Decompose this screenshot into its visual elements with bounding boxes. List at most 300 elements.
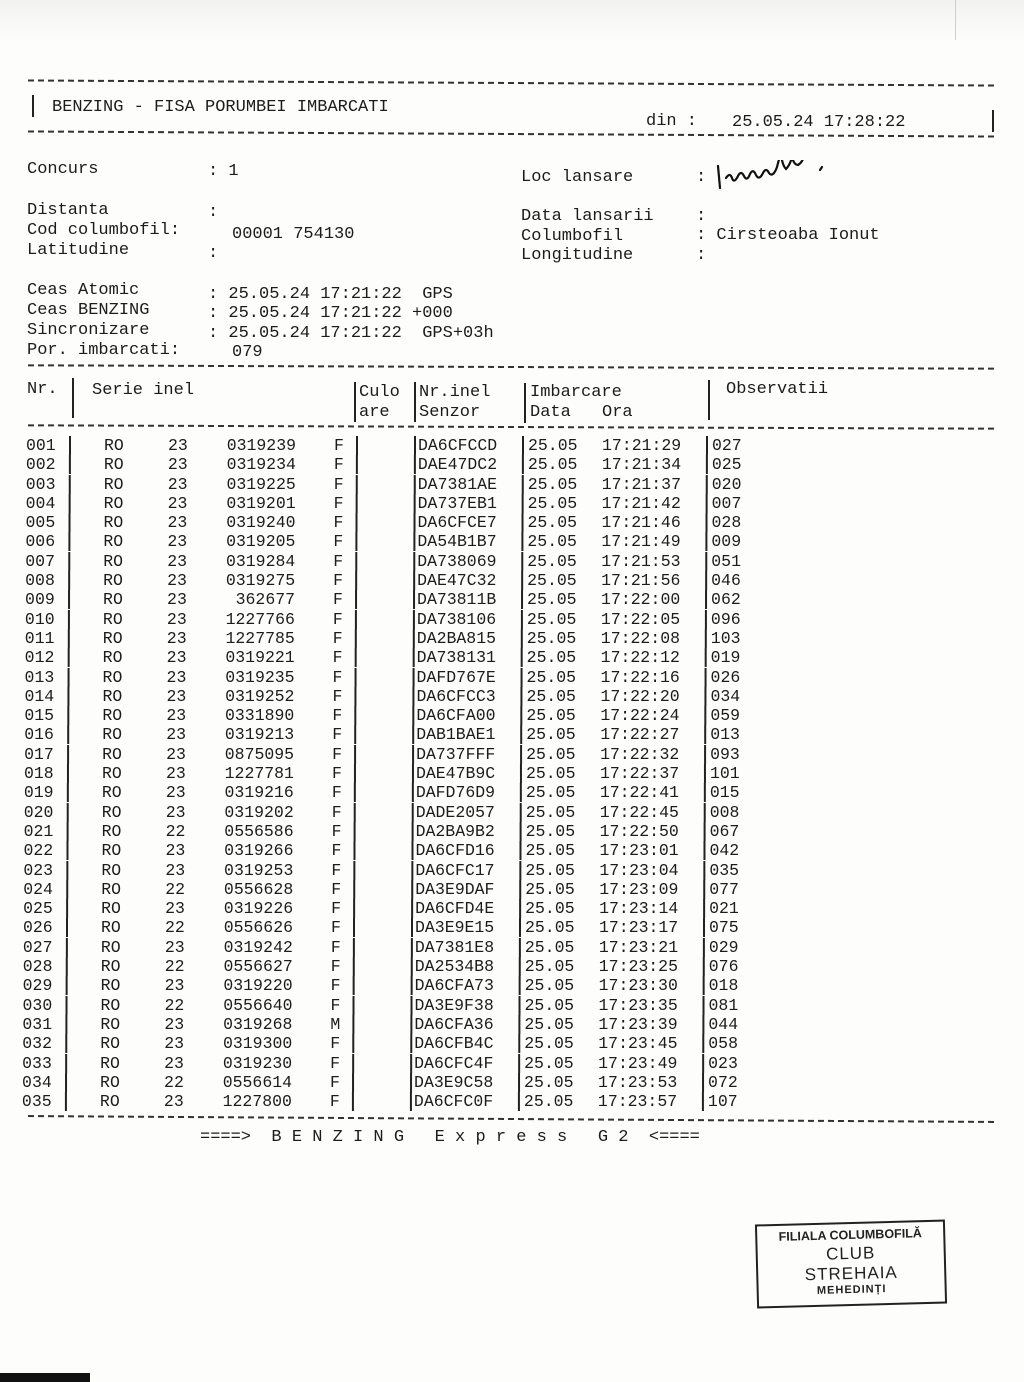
row-country: RO: [102, 628, 123, 648]
row-nr: 023: [23, 860, 54, 880]
row-time: 17:23:30: [598, 976, 678, 996]
column-separator: [522, 494, 524, 513]
row-nr: 002: [25, 455, 56, 475]
row-date: 25.05: [528, 436, 578, 455]
col-header-culoare-2: are: [359, 403, 390, 422]
column-separator: [67, 783, 69, 802]
latitudine-label: Latitudine: [27, 241, 130, 260]
column-separator: [414, 475, 416, 494]
din-label: din :: [646, 112, 698, 131]
row-sex: F: [332, 648, 343, 668]
row-time: 17:21:56: [601, 571, 681, 591]
column-separator: [66, 996, 68, 1015]
row-year: 23: [164, 976, 185, 996]
column-separator: [519, 918, 521, 937]
table-row: [24, 822, 784, 841]
column-separator: [67, 745, 69, 764]
column-separator: [413, 552, 415, 571]
row-sex: F: [333, 571, 344, 591]
row-year: 22: [164, 1072, 184, 1092]
stamp-line-2: CLUB: [825, 1243, 876, 1264]
row-ring-number: 0319240: [226, 513, 296, 533]
column-separator: [705, 571, 707, 590]
row-date: 25.05: [526, 648, 577, 668]
column-separator: [703, 861, 705, 880]
columbofil-value: : Cirsteoaba Ionut: [696, 226, 880, 245]
row-year: 23: [163, 1092, 184, 1112]
row-ring-number: 0319275: [225, 571, 296, 591]
column-separator: [413, 629, 415, 648]
porumbei-imbarcati-label: Por. imbarcati:: [27, 341, 181, 360]
row-observation: 009: [711, 532, 742, 552]
row-date: 25.05: [526, 706, 576, 726]
column-separator: [412, 745, 414, 764]
column-separator: [69, 436, 71, 455]
row-sensor-tag: DA6CFD4E: [415, 899, 495, 919]
row-time: 17:22:16: [600, 667, 680, 687]
column-separator: [355, 610, 357, 629]
row-ring-number: 0556627: [223, 957, 293, 977]
row-sensor-tag: DA737FFF: [416, 744, 496, 764]
row-country: RO: [102, 725, 123, 745]
column-separator: [522, 455, 524, 474]
column-separator: [67, 764, 69, 783]
table-row: [22, 1015, 782, 1034]
column-separator: [412, 803, 414, 822]
column-separator: [353, 996, 355, 1015]
row-time: 17:21:34: [601, 455, 682, 475]
column-separator: [704, 706, 706, 725]
column-separator: [355, 648, 357, 667]
row-nr: 010: [24, 609, 55, 629]
row-sensor-tag: DA6CFB4C: [414, 1034, 494, 1054]
column-separator: [410, 1092, 412, 1111]
row-ring-number: 0319234: [226, 455, 296, 475]
row-observation: 018: [708, 976, 739, 996]
row-sex: F: [333, 493, 344, 513]
row-ring-number: 0319205: [226, 532, 296, 552]
row-observation: 019: [710, 648, 741, 668]
row-observation: 077: [709, 879, 739, 899]
table-row: [25, 571, 785, 590]
column-separator: [66, 938, 68, 957]
table-row: [26, 455, 786, 474]
row-nr: 007: [25, 551, 55, 571]
row-sex: F: [333, 474, 344, 494]
column-separator: [69, 475, 71, 494]
row-date: 25.05: [526, 686, 576, 706]
column-separator: [353, 899, 355, 918]
column-separator: [356, 436, 358, 455]
row-sensor-tag: DA2BA815: [416, 628, 497, 648]
row-nr: 016: [24, 725, 54, 745]
column-separator: [518, 1015, 520, 1034]
row-year: 23: [166, 667, 187, 687]
row-year: 23: [165, 783, 186, 803]
row-sensor-tag: DA2534B8: [414, 957, 494, 977]
column-separator: [355, 590, 357, 609]
row-country: RO: [100, 1034, 121, 1054]
column-separator: [352, 1073, 354, 1092]
row-nr: 031: [22, 1014, 53, 1034]
table-row: [22, 1092, 782, 1111]
column-separator: [356, 494, 358, 513]
row-date: 25.05: [525, 879, 575, 899]
row-country: RO: [104, 436, 124, 455]
row-sex: F: [331, 841, 342, 861]
row-sensor-tag: DA3E9C58: [414, 1072, 494, 1092]
row-sensor-tag: DA6CFCCD: [418, 436, 498, 455]
row-sex: F: [331, 899, 342, 919]
row-observation: 096: [710, 609, 741, 629]
column-separator: [410, 1015, 412, 1034]
row-date: 25.05: [527, 551, 577, 571]
column-separator: [410, 1054, 412, 1073]
row-sex: F: [332, 725, 343, 745]
column-separator: [519, 976, 521, 995]
column-separator: [703, 938, 705, 957]
column-separator: [703, 976, 705, 995]
porumbei-imbarcati-value: 079: [232, 343, 263, 362]
column-separator: [413, 532, 415, 551]
row-ring-number: 1227766: [225, 609, 295, 629]
paper-fold-shadow: [0, 0, 1024, 40]
column-separator: [68, 571, 70, 590]
column-separator: [411, 841, 413, 860]
row-year: 23: [166, 706, 187, 726]
row-date: 25.05: [524, 976, 575, 996]
col-header-nr: Nr.: [27, 380, 58, 399]
row-sex: F: [331, 783, 342, 803]
row-country: RO: [100, 976, 121, 996]
row-country: RO: [102, 609, 123, 629]
column-separator: [518, 1054, 520, 1073]
row-sensor-tag: DA54B1B7: [417, 532, 497, 552]
column-separator: [65, 1092, 67, 1111]
column-separator: [705, 590, 707, 609]
column-separator: [354, 822, 356, 841]
row-date: 25.05: [525, 860, 575, 880]
row-country: RO: [101, 821, 122, 841]
table-row: [25, 648, 785, 667]
row-year: 22: [165, 821, 186, 841]
col-header-ora: Ora: [602, 403, 633, 422]
row-time: 17:23:21: [598, 937, 679, 957]
row-country: RO: [103, 513, 124, 533]
column-separator: [353, 880, 355, 899]
row-nr: 034: [22, 1072, 52, 1092]
row-year: 23: [167, 551, 188, 571]
column-separator: [355, 552, 357, 571]
divider-line: [28, 79, 994, 86]
row-country: RO: [100, 937, 121, 957]
column-separator: [704, 783, 706, 802]
data-lansarii-value: :: [696, 207, 707, 226]
table-row: [25, 668, 785, 687]
row-sex: F: [329, 1092, 340, 1112]
row-country: RO: [103, 455, 124, 475]
column-separator: [353, 918, 355, 937]
row-sex: F: [331, 802, 342, 822]
row-ring-number: 0556586: [224, 821, 294, 841]
table-row: [23, 880, 783, 899]
row-sex: F: [330, 957, 341, 977]
column-separator: [519, 841, 521, 860]
row-country: RO: [101, 860, 122, 880]
row-nr: 033: [22, 1053, 52, 1073]
row-sex: F: [332, 706, 343, 726]
row-observation: 062: [711, 590, 741, 610]
row-sensor-tag: DA3E9DAF: [415, 879, 495, 899]
row-date: 25.05: [524, 937, 575, 957]
ceas-benzing-label: Ceas BENZING: [27, 301, 150, 320]
row-date: 25.05: [526, 725, 576, 745]
row-year: 23: [166, 744, 186, 764]
column-separator: [353, 841, 355, 860]
row-nr: 017: [24, 744, 54, 764]
row-time: 17:23:49: [598, 1053, 678, 1073]
column-separator: [354, 687, 356, 706]
column-separator: [69, 455, 71, 474]
row-ring-number: 0319253: [224, 860, 294, 880]
table-row: [22, 1054, 782, 1073]
table-row: [23, 841, 783, 860]
row-nr: 020: [23, 802, 54, 822]
stamp-line-3: STREHAIA: [804, 1262, 898, 1285]
row-observation: 067: [709, 821, 740, 841]
table-row: [24, 687, 784, 706]
col-separator: [414, 382, 416, 422]
row-nr: 015: [24, 706, 55, 726]
row-country: RO: [101, 802, 122, 822]
column-separator: [68, 668, 70, 687]
column-separator: [521, 668, 523, 687]
row-observation: 075: [709, 918, 739, 938]
row-date: 25.05: [526, 744, 576, 764]
column-separator: [66, 899, 68, 918]
column-separator: [518, 1092, 520, 1111]
col-header-nrinel-2: Senzor: [419, 403, 481, 422]
row-year: 23: [167, 590, 187, 610]
row-time: 17:22:12: [600, 648, 680, 668]
row-country: RO: [102, 706, 123, 726]
row-observation: 007: [711, 493, 742, 513]
column-separator: [353, 976, 355, 995]
row-date: 25.05: [525, 918, 575, 938]
row-ring-number: 0319242: [223, 937, 293, 957]
concurs-label: Concurs: [27, 160, 99, 179]
table-row: [26, 513, 786, 532]
row-time: 17:22:08: [600, 628, 681, 648]
column-separator: [519, 899, 521, 918]
column-separator: [413, 590, 415, 609]
row-observation: 042: [709, 841, 740, 861]
column-separator: [355, 629, 357, 648]
column-separator: [521, 552, 523, 571]
row-year: 23: [167, 532, 188, 552]
row-sensor-tag: DA6CFA36: [414, 1014, 494, 1034]
row-country: RO: [100, 957, 121, 977]
column-separator: [411, 899, 413, 918]
column-separator: [520, 745, 522, 764]
row-ring-number: 0319252: [225, 686, 295, 706]
row-sex: F: [331, 821, 342, 841]
column-separator: [704, 745, 706, 764]
row-time: 17:22:05: [600, 609, 681, 629]
header-border-left: [32, 95, 34, 117]
row-time: 17:23:04: [599, 860, 679, 880]
row-observation: 025: [711, 455, 742, 475]
loc-lansare-value: :: [696, 168, 707, 187]
row-ring-number: 0319225: [226, 474, 296, 494]
row-time: 17:22:50: [599, 821, 679, 841]
row-year: 23: [164, 1014, 185, 1034]
loc-lansare-label: Loc lansare: [521, 168, 634, 187]
row-time: 17:23:01: [599, 841, 679, 861]
row-year: 22: [165, 879, 186, 899]
row-date: 25.05: [525, 764, 576, 784]
column-separator: [65, 1073, 67, 1092]
row-country: RO: [99, 1092, 120, 1112]
longitudine-value: :: [696, 246, 707, 265]
row-year: 23: [168, 436, 188, 455]
row-nr: 029: [22, 976, 53, 996]
row-sex: F: [331, 860, 342, 880]
row-date: 25.05: [524, 995, 575, 1015]
row-country: RO: [103, 590, 123, 610]
column-separator: [702, 1054, 704, 1073]
column-separator: [520, 783, 522, 802]
column-separator: [411, 938, 413, 957]
row-year: 23: [167, 493, 188, 513]
column-separator: [703, 996, 705, 1015]
row-ring-number: 0319268: [223, 1014, 293, 1034]
row-ring-number: 0875095: [224, 744, 295, 764]
row-sex: F: [332, 744, 342, 764]
column-separator: [706, 475, 708, 494]
row-sex: M: [330, 1014, 341, 1034]
row-nr: 028: [22, 957, 53, 977]
table-row: [26, 436, 786, 455]
row-nr: 003: [25, 474, 56, 494]
column-separator: [705, 532, 707, 551]
column-separator: [520, 725, 522, 744]
col-separator: [354, 382, 356, 422]
club-stamp: [755, 1220, 947, 1309]
row-observation: 020: [711, 474, 742, 494]
row-time: 17:21:49: [601, 532, 681, 552]
cod-columbofil-value: 00001 754130: [232, 225, 355, 244]
row-ring-number: 0319284: [225, 551, 296, 571]
column-separator: [411, 976, 413, 995]
column-separator: [69, 494, 71, 513]
footer-benzing-express: ====> B E N Z I N G E x p r e s s G 2 <====: [200, 1128, 700, 1147]
column-separator: [705, 668, 707, 687]
row-observation: 027: [712, 436, 742, 455]
row-observation: 015: [709, 783, 740, 803]
row-date: 25.05: [525, 802, 576, 822]
column-separator: [703, 899, 705, 918]
row-sex: F: [331, 918, 341, 938]
row-date: 25.05: [527, 571, 577, 591]
table-row: [23, 899, 783, 918]
row-country: RO: [102, 744, 122, 764]
row-sensor-tag: DA738069: [417, 551, 497, 571]
column-separator: [412, 822, 414, 841]
table-row: [23, 861, 783, 880]
column-separator: [520, 803, 522, 822]
row-nr: 006: [25, 532, 56, 552]
row-country: RO: [103, 571, 123, 591]
column-separator: [66, 841, 68, 860]
row-year: 23: [166, 609, 187, 629]
row-nr: 030: [22, 995, 53, 1015]
column-separator: [519, 861, 521, 880]
column-separator: [705, 610, 707, 629]
row-year: 22: [165, 918, 185, 938]
column-separator: [356, 475, 358, 494]
column-separator: [355, 571, 357, 590]
row-time: 17:23:57: [597, 1092, 678, 1112]
row-date: 25.05: [524, 1072, 574, 1092]
row-observation: 058: [708, 1034, 738, 1054]
row-date: 25.05: [527, 513, 578, 533]
ceas-atomic-value: : 25.05.24 17:21:22 GPS: [208, 285, 453, 304]
column-separator: [520, 822, 522, 841]
row-ring-number: 0319221: [225, 648, 295, 668]
column-separator: [413, 648, 415, 667]
row-time: 17:22:37: [599, 764, 680, 784]
row-time: 17:22:20: [600, 686, 680, 706]
row-ring-number: 1227781: [224, 764, 294, 784]
column-separator: [411, 996, 413, 1015]
row-time: 17:23:39: [598, 1014, 678, 1034]
print-datetime: 25.05.24 17:28:22: [732, 113, 906, 132]
column-separator: [352, 1034, 354, 1053]
column-separator: [521, 590, 523, 609]
row-time: 17:23:17: [599, 918, 679, 938]
col-separator: [72, 378, 74, 418]
column-separator: [412, 706, 414, 725]
column-separator: [354, 745, 356, 764]
row-country: RO: [101, 841, 122, 861]
column-separator: [412, 783, 414, 802]
row-year: 23: [166, 686, 187, 706]
row-year: 23: [167, 571, 187, 591]
table-row: [24, 783, 784, 802]
row-nr: 014: [24, 686, 55, 706]
row-ring-number: 0556628: [223, 879, 294, 899]
column-separator: [705, 629, 707, 648]
column-separator: [522, 513, 524, 532]
row-year: 23: [165, 802, 186, 822]
row-sensor-tag: DA3E9E15: [415, 918, 495, 938]
column-separator: [354, 783, 356, 802]
distanta-label: Distanta: [27, 201, 109, 220]
row-sensor-tag: DAE47C32: [417, 571, 497, 591]
stamp-line-1: FILIALA COLUMBOFILĂ: [778, 1226, 923, 1244]
table-row: [25, 629, 785, 648]
row-observation: 034: [710, 686, 741, 706]
column-separator: [66, 918, 68, 937]
table-row: [25, 590, 785, 609]
row-nr: 012: [24, 648, 55, 668]
row-sensor-tag: DA7381AE: [417, 474, 497, 494]
col-header-nrinel-1: Nr.inel: [419, 383, 491, 402]
row-time: 17:22:27: [600, 725, 680, 745]
row-date: 25.05: [525, 821, 576, 841]
row-ring-number: 0319201: [226, 493, 296, 513]
